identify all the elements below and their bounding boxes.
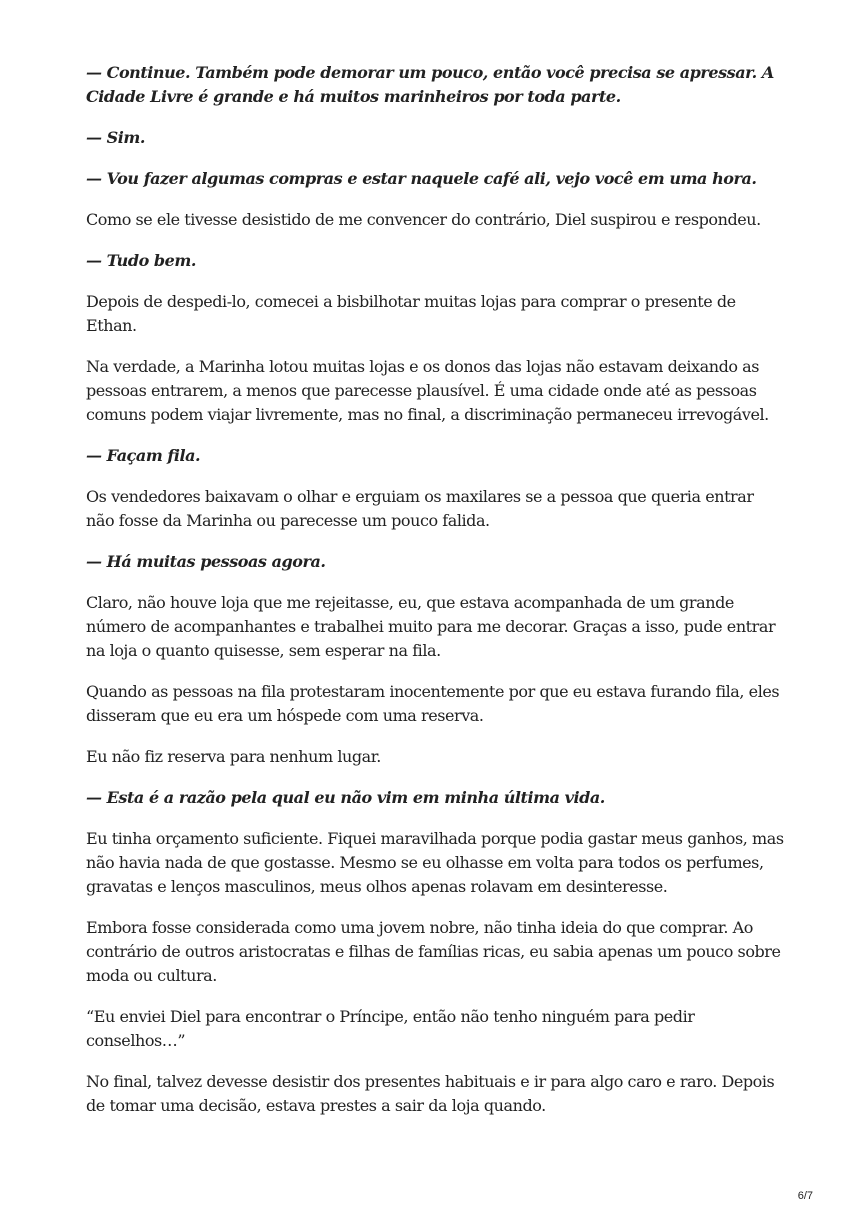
dialog-paragraph: — Esta é a razão pela qual eu não vim em minha última vida. — [86, 788, 605, 807]
dialog-paragraph: — Tudo bem. — [86, 251, 196, 270]
dialog-paragraph: — Vou fazer algumas compras e estar naquele café ali, vejo você em uma hora. — [86, 169, 757, 188]
narration-paragraph: “Eu enviei Diel para encontrar o Príncipe, então não tenho ninguém para pedir conselhos…” — [86, 1007, 695, 1050]
narration-paragraph: Embora fosse considerada como uma jovem nobre, não tinha ideia do que comprar. Ao contrário de outros aristocratas e filhas de famílias ricas, eu sabia apenas um pouco sobre moda ou cultura. — [86, 918, 781, 985]
dialog-paragraph: — Façam fila. — [86, 446, 201, 465]
narration-paragraph: Os vendedores baixavam o olhar e erguiam os maxilares se a pessoa que queria entrar não fosse da Marinha ou parecesse um pouco falida. — [86, 487, 754, 530]
document-body — [86, 61, 786, 1135]
narration-paragraph: Como se ele tivesse desistido de me convencer do contrário, Diel suspirou e respondeu. — [86, 210, 761, 229]
dialog-paragraph: — Há muitas pessoas agora. — [86, 552, 326, 571]
narration-paragraph: No final, talvez devesse desistir dos presentes habituais e ir para algo caro e raro. Depois de tomar uma decisão, estava prestes a sair da loja quando. — [86, 1072, 775, 1115]
dialog-paragraph: — Sim. — [86, 128, 146, 147]
narration-paragraph: Eu tinha orçamento suficiente. Fiquei maravilhada porque podia gastar meus ganhos, mas não havia nada de que gostasse. Mesmo se eu olhasse em volta para todos os perfumes, gravatas e lenços masculinos, meus olhos apenas rolavam em desinteresse. — [86, 829, 784, 896]
narration-paragraph: Depois de despedi-lo, comecei a bisbilhotar muitas lojas para comprar o presente de Ethan. — [86, 292, 736, 335]
narration-paragraph: Claro, não houve loja que me rejeitasse, eu, que estava acompanhada de um grande número de acompanhantes e trabalhei muito para me decorar. Graças a isso, pude entrar na loja o quanto quisesse, sem esperar na fila. — [86, 593, 776, 660]
dialog-paragraph: — Continue. Também pode demorar um pouco, então você precisa se apressar. A Cidade Livre é grande e há muitos marinheiros por toda parte. — [86, 63, 774, 106]
page-number: 6/7 — [797, 1190, 813, 1202]
narration-paragraph: Eu não fiz reserva para nenhum lugar. — [86, 747, 381, 766]
narration-paragraph: Quando as pessoas na fila protestaram inocentemente por que eu estava furando fila, eles disseram que eu era um hóspede com uma reserva. — [86, 682, 780, 725]
narration-paragraph: Na verdade, a Marinha lotou muitas lojas e os donos das lojas não estavam deixando as pessoas entrarem, a menos que parecesse plausível. É uma cidade onde até as pessoas comuns podem viajar livremente, mas no final, a discriminação permaneceu irrevogável. — [86, 357, 769, 424]
